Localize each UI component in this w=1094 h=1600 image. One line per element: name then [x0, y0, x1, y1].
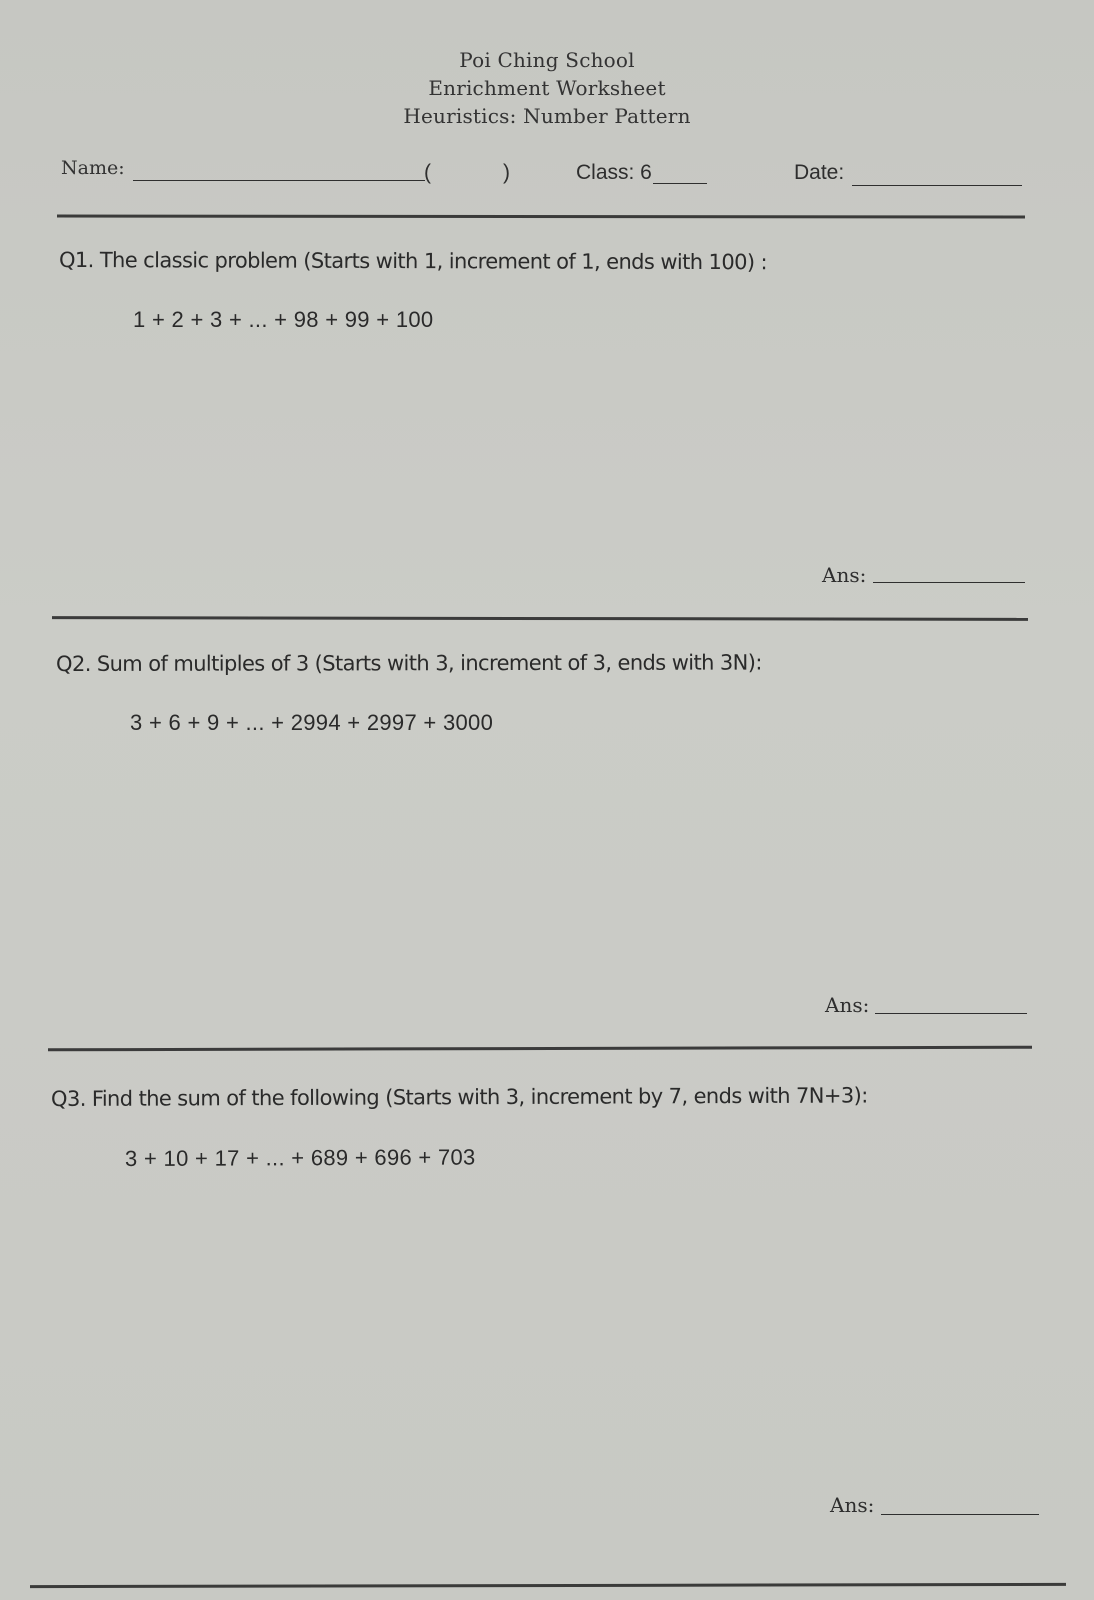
- class-field[interactable]: [653, 183, 707, 184]
- answer-field[interactable]: [875, 1013, 1027, 1014]
- question-expression: 3 + 6 + 9 + ... + 2994 + 2997 + 3000: [130, 710, 494, 735]
- index-open-paren: (: [424, 161, 431, 184]
- divider-rule: [57, 214, 1025, 218]
- name-label: Name:: [61, 157, 125, 179]
- divider-rule: [30, 1583, 1066, 1588]
- divider-rule: [52, 616, 1028, 621]
- question-expression: 3 + 10 + 17 + ... + 689 + 696 + 703: [124, 1144, 476, 1171]
- question-expression: 1 + 2 + 3 + ... + 98 + 99 + 100: [133, 307, 434, 332]
- question-prompt: Q1. The classic problem (Starts with 1, increment of 1, ends with 100) :: [58, 248, 768, 275]
- question-prompt: Q2. Sum of multiples of 3 (Starts with 3, increment of 3, ends with 3N):: [55, 650, 762, 676]
- index-number-field[interactable]: [436, 160, 500, 186]
- answer-label: Ans:: [825, 993, 870, 1017]
- worksheet-topic: Heuristics: Number Pattern: [403, 104, 691, 128]
- index-close-paren: ): [503, 161, 510, 184]
- answer-field[interactable]: [873, 582, 1025, 583]
- date-field[interactable]: [852, 185, 1022, 186]
- name-field[interactable]: [133, 180, 425, 181]
- answer-field[interactable]: [881, 1514, 1039, 1515]
- date-label: Date:: [794, 161, 845, 184]
- worksheet-title: Enrichment Worksheet: [428, 76, 666, 100]
- question-prompt: Q3. Find the sum of the following (Starts with 3, increment by 7, ends with 7N+3):: [50, 1083, 868, 1111]
- answer-label: Ans:: [822, 563, 867, 587]
- divider-rule: [48, 1046, 1032, 1052]
- class-label: Class: 6: [576, 161, 652, 184]
- answer-label: Ans:: [830, 1493, 875, 1517]
- school-name: Poi Ching School: [459, 48, 635, 72]
